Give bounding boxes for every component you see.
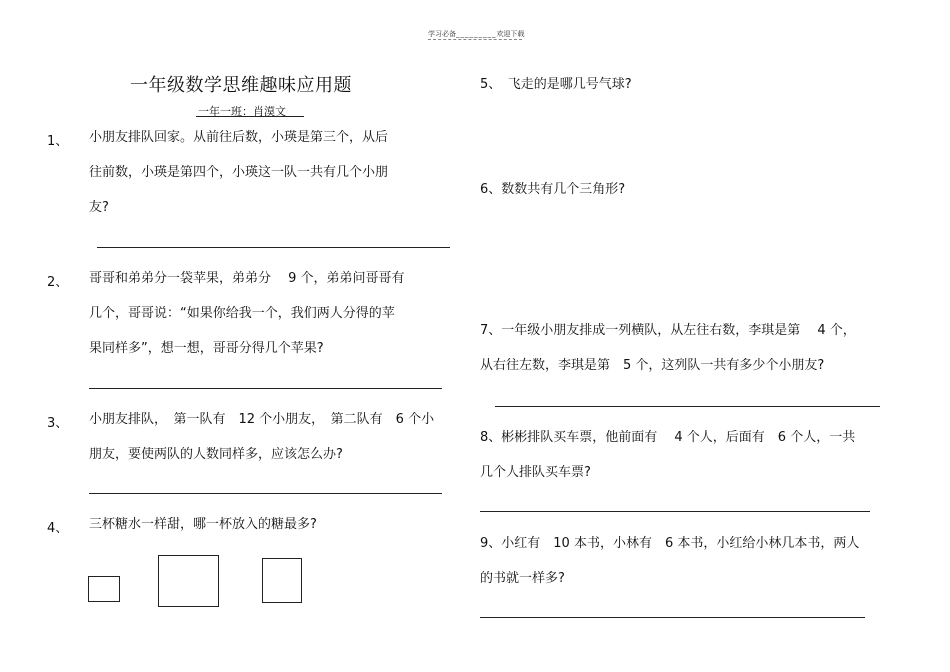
answer-line[interactable]: [97, 247, 450, 248]
header-left: 学习必备: [428, 30, 456, 38]
question-text: [480, 313, 856, 383]
question-line: 的书就一样多?: [480, 571, 565, 586]
header-rule: [428, 39, 522, 40]
question-line: 果同样多”，想一想，哥哥分得几个苹果?: [89, 341, 324, 356]
question-line: 小朋友排队回家。从前往后数，小瑛是第三个，从后: [89, 130, 389, 145]
cup-medium-box: [262, 558, 302, 603]
answer-line[interactable]: [480, 617, 865, 618]
question-line: 往前数，小瑛是第四个，小瑛这一队一共有几个小朋: [89, 165, 389, 180]
question-line: 7、一年级小朋友排成一列横队，从左往右数，李琪是第 4 个，: [480, 323, 856, 338]
question-line: 8、彬彬排队买车票，他前面有 4 个人，后面有 6 个人，一共: [480, 430, 856, 445]
question-text: [89, 261, 405, 366]
question-line: 几个人排队买车票?: [480, 465, 591, 480]
question-text: [89, 120, 388, 225]
question-line: 6、数数共有几个三角形?: [480, 182, 626, 197]
question-line: 哥哥和弟弟分一袋苹果，弟弟分 9 个，弟弟问哥哥有: [89, 271, 405, 286]
question-text: [480, 67, 632, 102]
question-line: 朋友，要使两队的人数同样多，应该怎么办?: [89, 447, 343, 462]
header-separator: _________: [456, 30, 497, 38]
answer-line[interactable]: [89, 388, 442, 389]
question-text: [89, 507, 317, 542]
question-text: [89, 402, 434, 472]
question-line: 9、小红有 10 本书，小林有 6 本书，小红给小林几本书，两人: [480, 536, 860, 551]
page-title: 一年级数学思维趣味应用题: [130, 75, 352, 96]
answer-line[interactable]: [495, 406, 880, 407]
question-number: 4、: [47, 521, 69, 536]
header-text: [428, 29, 525, 39]
answer-line[interactable]: [89, 493, 442, 494]
subtitle-underline: [196, 116, 304, 117]
question-text: [480, 172, 625, 207]
question-text: [480, 526, 859, 596]
question-text: [480, 420, 855, 490]
question-line: 小朋友排队， 第一队有 12 个小朋友， 第二队有 6 个小: [89, 412, 435, 427]
page-subtitle: 一年一班：肖漠文: [198, 105, 286, 118]
cup-large-box: [158, 555, 219, 607]
question-line: 三杯糖水一样甜，哪一杯放入的糖最多?: [89, 517, 317, 532]
cup-small-box: [88, 576, 120, 602]
question-line: 5、 飞走的是哪几号气球?: [480, 77, 632, 92]
header-right: 欢迎下载: [496, 30, 525, 38]
question-number: 3、: [47, 416, 69, 431]
question-number: 2、: [47, 275, 69, 290]
answer-line[interactable]: [480, 511, 870, 512]
question-number: 1、: [47, 134, 69, 149]
question-line: 友?: [89, 200, 109, 215]
question-line: 从右往左数，李琪是第 5 个，这列队一共有多少个小朋友?: [480, 358, 825, 373]
question-line: 几个，哥哥说：“如果你给我一个，我们两人分得的苹: [89, 306, 395, 321]
